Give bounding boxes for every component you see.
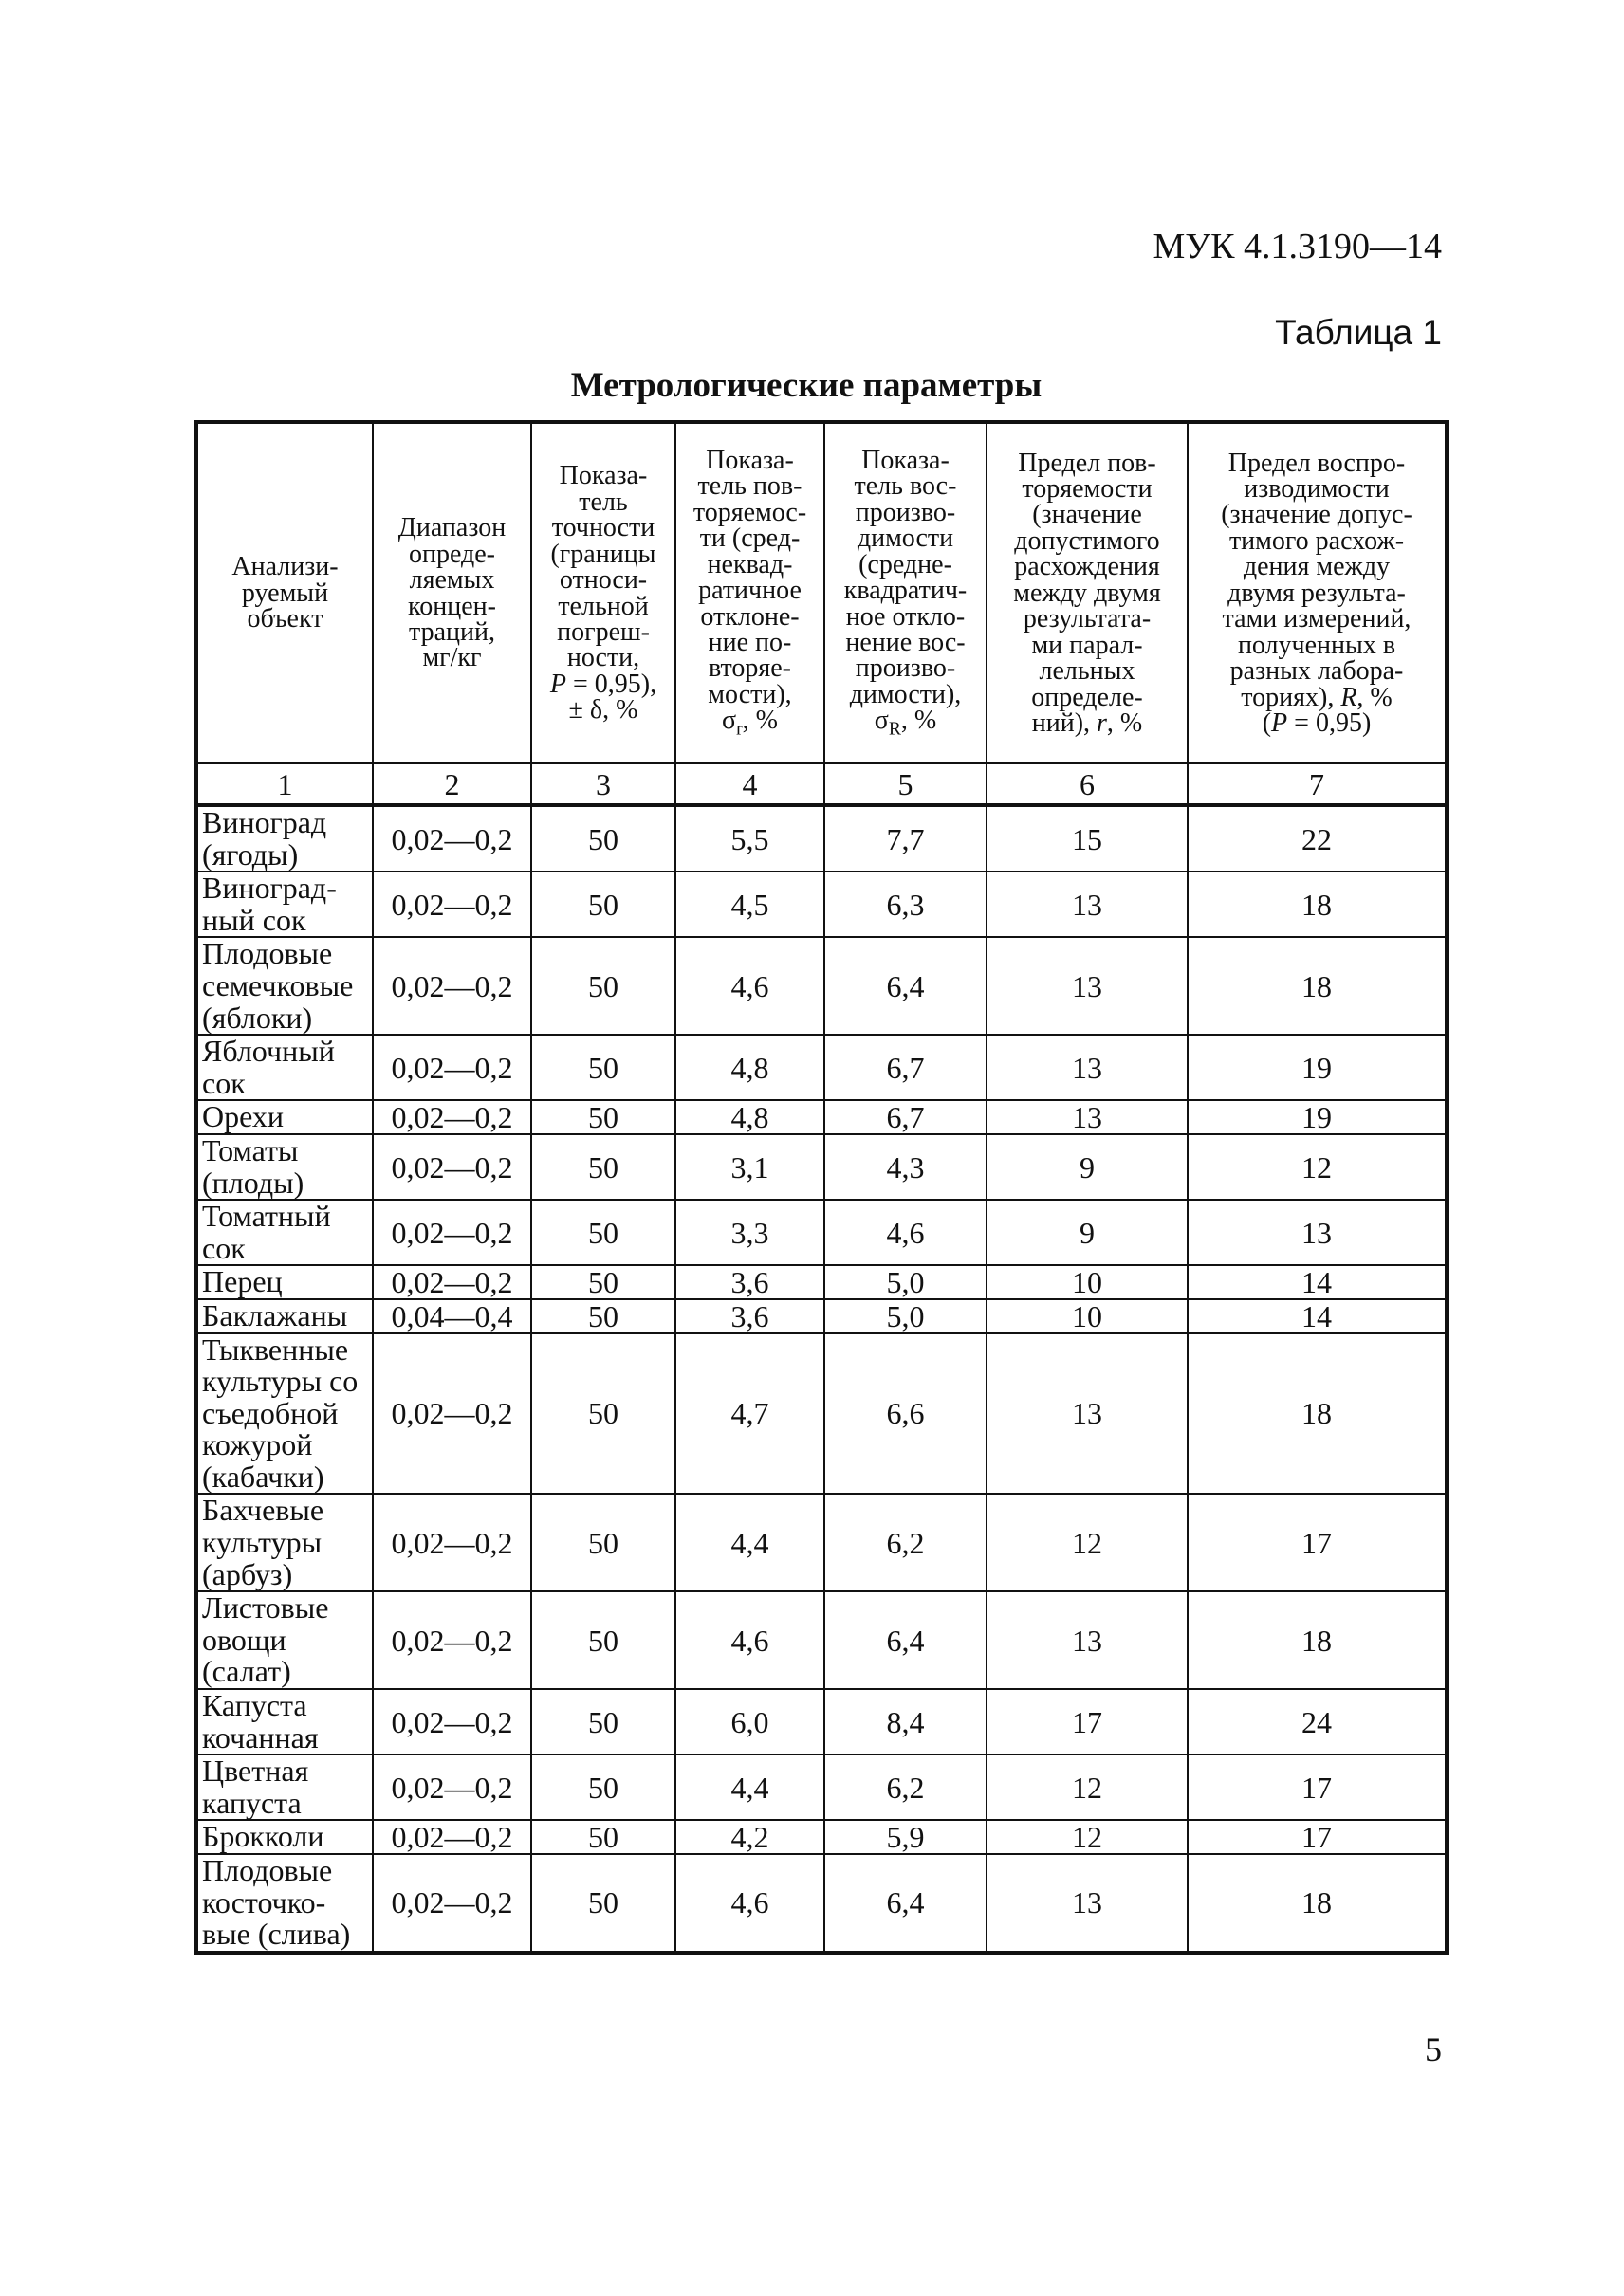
cell-range: 0,02—0,2: [373, 1333, 531, 1495]
table-row: [196, 1035, 1447, 1100]
cell-reprod-limit: 19: [1188, 1100, 1447, 1134]
column-number: 4: [675, 763, 824, 805]
column-number: 1: [196, 763, 373, 805]
cell-object: Томатный сок: [196, 1200, 373, 1265]
cell-accuracy: 50: [531, 1591, 675, 1689]
table-row: [196, 1200, 1447, 1265]
cell-repeatability: 4,4: [675, 1754, 824, 1820]
cell-reproducibility: 6,6: [824, 1333, 987, 1495]
cell-repeat-limit: 9: [987, 1200, 1188, 1265]
table-row: [196, 1689, 1447, 1754]
cell-range: 0,02—0,2: [373, 1265, 531, 1299]
table-row: [196, 1134, 1447, 1200]
table-row: [196, 1299, 1447, 1333]
cell-repeat-limit: 13: [987, 1591, 1188, 1689]
cell-repeatability: 6,0: [675, 1689, 824, 1754]
cell-repeat-limit: 13: [987, 1035, 1188, 1100]
cell-reprod-limit: 24: [1188, 1689, 1447, 1754]
table-row: [196, 1333, 1447, 1495]
cell-object: Баклажаны: [196, 1299, 373, 1333]
cell-object: Листовые овощи (салат): [196, 1591, 373, 1689]
cell-reproducibility: 6,4: [824, 1591, 987, 1689]
cell-object: Плодовые косточко- вые (слива): [196, 1854, 373, 1953]
cell-accuracy: 50: [531, 1494, 675, 1591]
cell-reproducibility: 4,6: [824, 1200, 987, 1265]
cell-repeat-limit: 15: [987, 805, 1188, 872]
cell-accuracy: 50: [531, 1200, 675, 1265]
column-number: 6: [987, 763, 1188, 805]
cell-repeatability: 4,4: [675, 1494, 824, 1591]
cell-repeatability: 3,6: [675, 1265, 824, 1299]
cell-repeatability: 4,7: [675, 1333, 824, 1495]
cell-accuracy: 50: [531, 1333, 675, 1495]
cell-repeatability: 4,8: [675, 1100, 824, 1134]
table-row: [196, 1100, 1447, 1134]
cell-repeatability: 3,3: [675, 1200, 824, 1265]
table-row: [196, 1591, 1447, 1689]
column-number: 7: [1188, 763, 1447, 805]
cell-range: 0,02—0,2: [373, 1100, 531, 1134]
cell-accuracy: 50: [531, 1820, 675, 1854]
cell-reproducibility: 5,0: [824, 1265, 987, 1299]
cell-reproducibility: 5,9: [824, 1820, 987, 1854]
cell-reproducibility: 6,4: [824, 937, 987, 1035]
cell-range: 0,02—0,2: [373, 1494, 531, 1591]
cell-repeat-limit: 13: [987, 1100, 1188, 1134]
cell-accuracy: 50: [531, 1854, 675, 1953]
cell-reproducibility: 6,4: [824, 1854, 987, 1953]
cell-repeat-limit: 17: [987, 1689, 1188, 1754]
cell-repeat-limit: 12: [987, 1754, 1188, 1820]
table-row: [196, 1494, 1447, 1591]
cell-reprod-limit: 19: [1188, 1035, 1447, 1100]
cell-accuracy: 50: [531, 1299, 675, 1333]
table-row: [196, 1754, 1447, 1820]
header-cell: Диапазон опреде- ляемых концен- траций, мг/кг: [373, 422, 531, 763]
cell-reprod-limit: 18: [1188, 872, 1447, 937]
table-body: [196, 805, 1447, 1953]
cell-object: Виноград- ный сок: [196, 872, 373, 937]
header-cell: Показа- тель пов- торяемос- ти (сред- неквад- ратичное отклоне- ние по- вторяе- мости), $\sigma_r$, %: [675, 422, 824, 763]
cell-range: 0,02—0,2: [373, 872, 531, 937]
cell-repeatability: 4,2: [675, 1820, 824, 1854]
column-number: 2: [373, 763, 531, 805]
cell-repeat-limit: 13: [987, 872, 1188, 937]
cell-accuracy: 50: [531, 1689, 675, 1754]
cell-object: Томаты (плоды): [196, 1134, 373, 1200]
table-row: [196, 872, 1447, 937]
table-row: [196, 1820, 1447, 1854]
cell-range: 0,04—0,4: [373, 1299, 531, 1333]
header-cell: Предел пов- торяемости (значение допустимого расхождения между двумя результата- ми парал- лельных определе- ний), r, %: [987, 422, 1188, 763]
cell-range: 0,02—0,2: [373, 1754, 531, 1820]
cell-repeat-limit: 13: [987, 1333, 1188, 1495]
column-number: 5: [824, 763, 987, 805]
cell-repeat-limit: 9: [987, 1134, 1188, 1200]
cell-reprod-limit: 17: [1188, 1754, 1447, 1820]
cell-object: Виноград (ягоды): [196, 805, 373, 872]
header-cell: Показа- тель вос- произво- димости (средне- квадратич- ное откло- нение вос- произво- димости), $\sigma_R$, %: [824, 422, 987, 763]
cell-range: 0,02—0,2: [373, 1200, 531, 1265]
cell-reproducibility: 6,7: [824, 1100, 987, 1134]
cell-object: Плодовые семечковые (яблоки): [196, 937, 373, 1035]
document-code: МУК 4.1.3190—14: [1153, 227, 1442, 266]
header-cell: Показа- тель точности (границы относи- тельной погреш- ности, P = 0,95), ± δ, %: [531, 422, 675, 763]
cell-range: 0,02—0,2: [373, 805, 531, 872]
page-number: 5: [1425, 2030, 1442, 2068]
cell-reprod-limit: 17: [1188, 1820, 1447, 1854]
cell-accuracy: 50: [531, 805, 675, 872]
cell-reprod-limit: 18: [1188, 1333, 1447, 1495]
cell-range: 0,02—0,2: [373, 1854, 531, 1953]
cell-object: Перец: [196, 1265, 373, 1299]
cell-range: 0,02—0,2: [373, 937, 531, 1035]
cell-reprod-limit: 12: [1188, 1134, 1447, 1200]
cell-reproducibility: 6,2: [824, 1494, 987, 1591]
table-title: Метрологические параметры: [570, 366, 1043, 405]
table-row: [196, 937, 1447, 1035]
cell-reprod-limit: 18: [1188, 1591, 1447, 1689]
cell-reproducibility: 7,7: [824, 805, 987, 872]
cell-range: 0,02—0,2: [373, 1591, 531, 1689]
cell-reproducibility: 6,7: [824, 1035, 987, 1100]
cell-repeatability: 4,5: [675, 872, 824, 937]
cell-accuracy: 50: [531, 1035, 675, 1100]
cell-object: Брокколи: [196, 1820, 373, 1854]
column-number: 3: [531, 763, 675, 805]
cell-object: Бахчевые культуры (арбуз): [196, 1494, 373, 1591]
table-row: [196, 1854, 1447, 1953]
column-number-row: [196, 763, 1447, 805]
cell-repeat-limit: 12: [987, 1820, 1188, 1854]
table-row: [196, 1265, 1447, 1299]
cell-reprod-limit: 18: [1188, 1854, 1447, 1953]
cell-reprod-limit: 17: [1188, 1494, 1447, 1591]
cell-reproducibility: 5,0: [824, 1299, 987, 1333]
cell-reprod-limit: 14: [1188, 1299, 1447, 1333]
cell-accuracy: 50: [531, 937, 675, 1035]
cell-object: Орехи: [196, 1100, 373, 1134]
table-label: Таблица 1: [1275, 313, 1442, 352]
cell-repeatability: 4,6: [675, 1591, 824, 1689]
cell-object: Яблочный сок: [196, 1035, 373, 1100]
cell-accuracy: 50: [531, 1134, 675, 1200]
cell-repeat-limit: 10: [987, 1265, 1188, 1299]
cell-object: Тыквенные культуры со съедобной кожурой (кабачки): [196, 1333, 373, 1495]
cell-reprod-limit: 18: [1188, 937, 1447, 1035]
header-cell: Анализи- руемый объект: [196, 422, 373, 763]
cell-accuracy: 50: [531, 1754, 675, 1820]
cell-object: Капуста кочанная: [196, 1689, 373, 1754]
cell-accuracy: 50: [531, 1265, 675, 1299]
cell-object: Цветная капуста: [196, 1754, 373, 1820]
cell-repeat-limit: 13: [987, 937, 1188, 1035]
cell-range: 0,02—0,2: [373, 1035, 531, 1100]
cell-repeatability: 3,1: [675, 1134, 824, 1200]
cell-reproducibility: 4,3: [824, 1134, 987, 1200]
cell-repeatability: 4,6: [675, 1854, 824, 1953]
cell-reprod-limit: 13: [1188, 1200, 1447, 1265]
table-row: [196, 805, 1447, 872]
cell-repeatability: 3,6: [675, 1299, 824, 1333]
cell-repeat-limit: 13: [987, 1854, 1188, 1953]
metrology-table: [194, 420, 1449, 1955]
cell-repeat-limit: 12: [987, 1494, 1188, 1591]
cell-accuracy: 50: [531, 1100, 675, 1134]
cell-reproducibility: 6,2: [824, 1754, 987, 1820]
cell-repeatability: 4,8: [675, 1035, 824, 1100]
cell-repeat-limit: 10: [987, 1299, 1188, 1333]
cell-reprod-limit: 14: [1188, 1265, 1447, 1299]
cell-range: 0,02—0,2: [373, 1820, 531, 1854]
header-cell: Предел воспро- изводимости (значение допус- тимого расхож- дения между двумя результа- тами измерений, полученных в разных лабора- ториях), R, % (P = 0,95): [1188, 422, 1447, 763]
cell-accuracy: 50: [531, 872, 675, 937]
cell-reproducibility: 8,4: [824, 1689, 987, 1754]
header-row: [196, 422, 1447, 763]
cell-range: 0,02—0,2: [373, 1134, 531, 1200]
cell-repeatability: 4,6: [675, 937, 824, 1035]
cell-reproducibility: 6,3: [824, 872, 987, 937]
cell-reprod-limit: 22: [1188, 805, 1447, 872]
cell-range: 0,02—0,2: [373, 1689, 531, 1754]
cell-repeatability: 5,5: [675, 805, 824, 872]
